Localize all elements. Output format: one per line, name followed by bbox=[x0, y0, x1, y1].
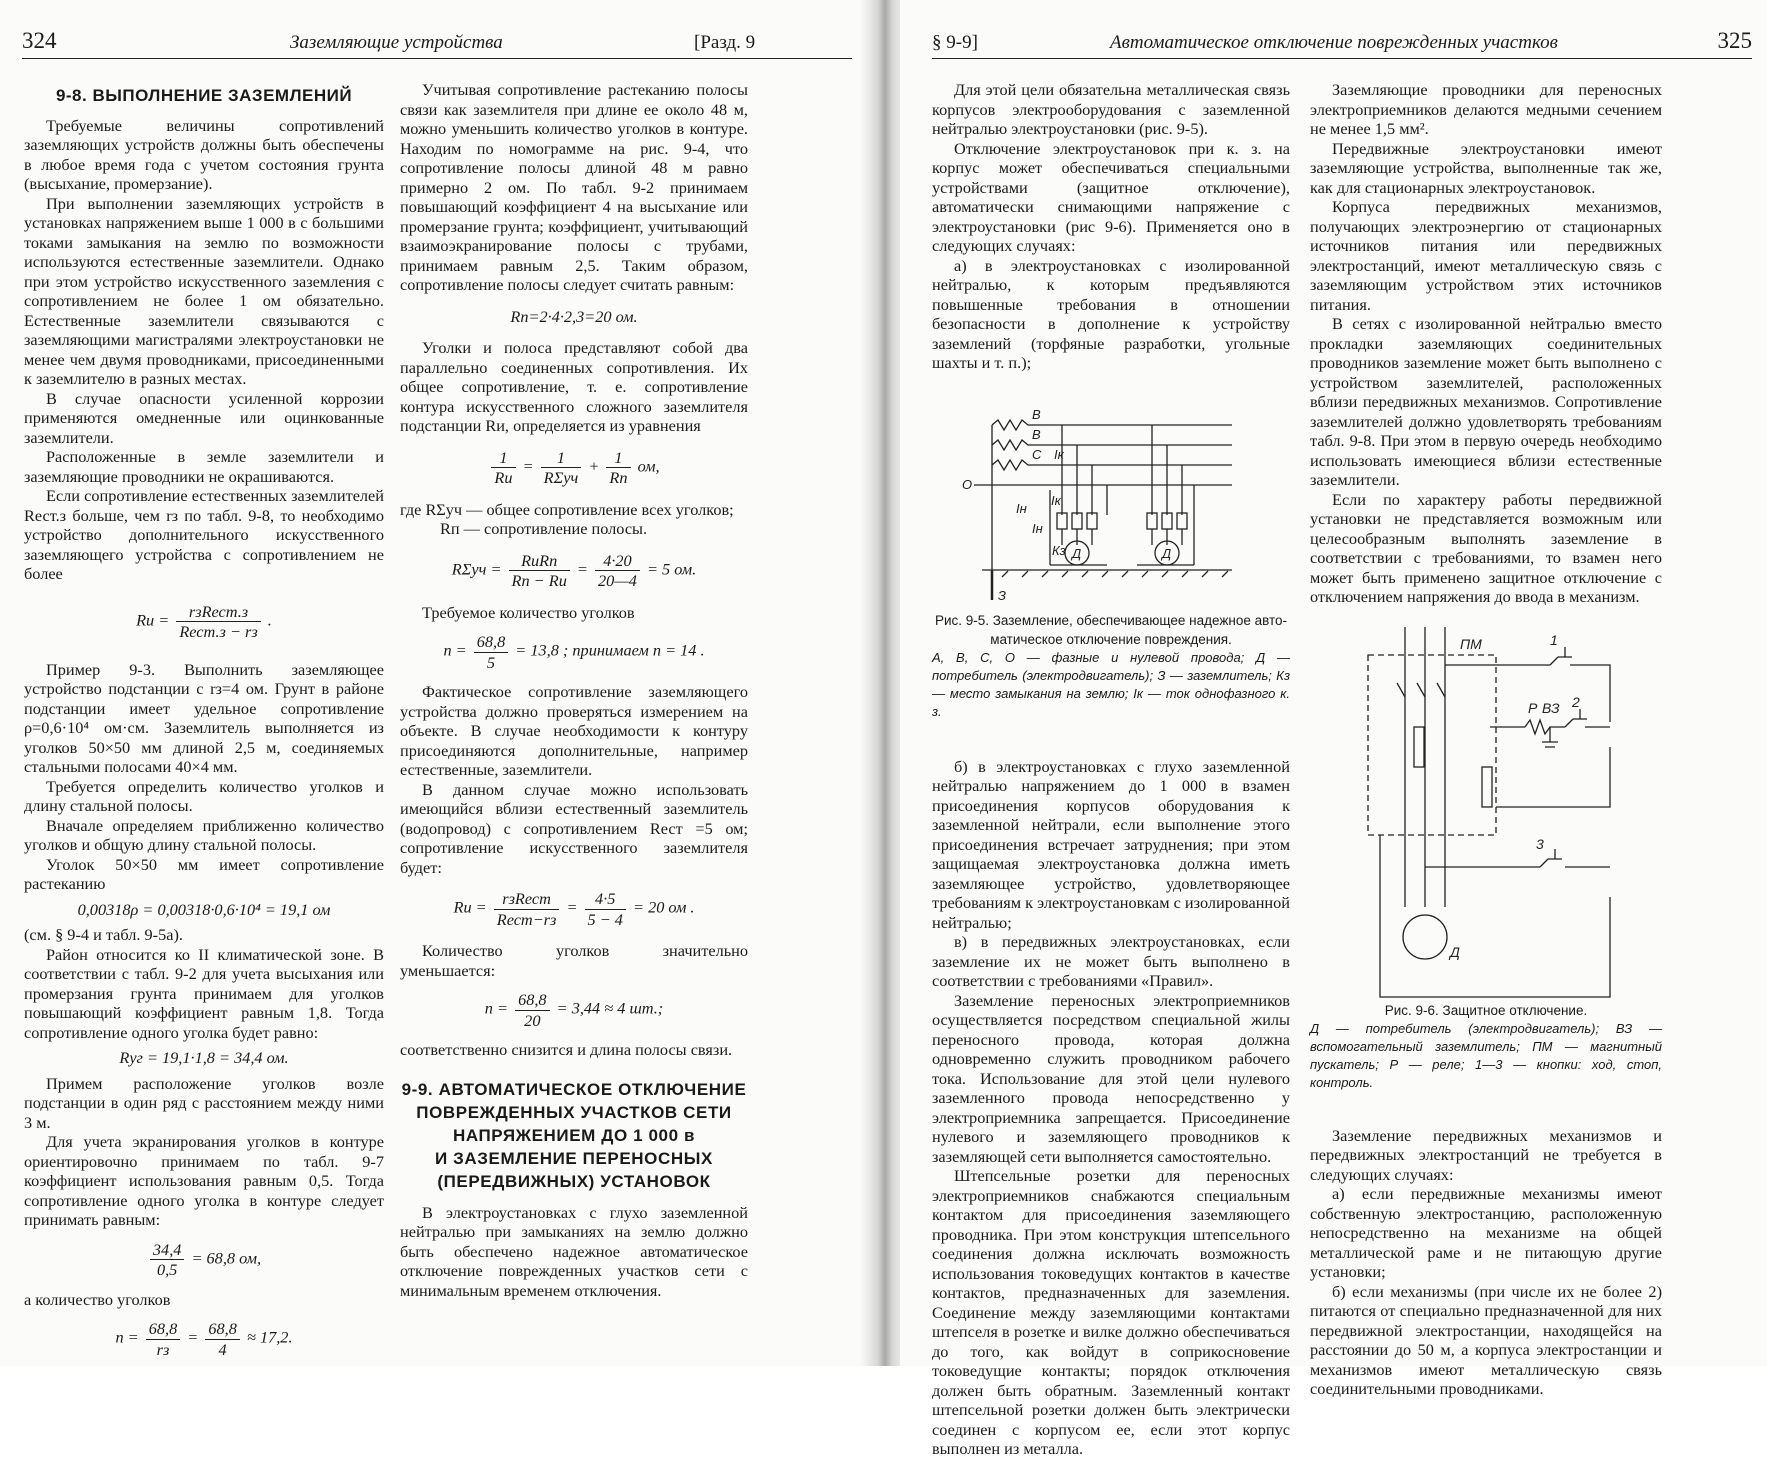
left-page-number: 324 bbox=[22, 28, 57, 53]
paragraph: Заземление передвижных механизмов и передвижных электростанций не требуется в следующих случаях: bbox=[1310, 1125, 1662, 1184]
formula-parallel: $\frac{1}{Rи}$ = $\frac{1}{\text{RΣуч}}$ + $\frac{1}{Rп}$ ом, bbox=[400, 448, 748, 488]
paragraph: Расположенные в земле заземлители и заземляющие проводники не окрашиваются. bbox=[24, 447, 384, 486]
formula-rsum: RΣуч = $\frac{\text{RиRп}}{Rп - Rи}$ = $\frac{4\cdot 20}{20—4}$ = 5 ом. bbox=[451, 550, 697, 590]
fig5-label-Ik: Iк bbox=[1054, 446, 1064, 462]
figure-9-6-caption: Рис. 9-6. Защитное отключение. bbox=[1384, 1002, 1588, 1018]
right-header-section: § 9-9] bbox=[932, 32, 978, 53]
fig5-label-B: В bbox=[1032, 406, 1041, 422]
paragraph: Корпуса передвижных механизмов, получающих электроэнергию от стационарных источников питания или передвижных электростанций, имеют металлическую связь с заземляющим устройством этих источников питания. bbox=[1310, 197, 1662, 314]
paragraph: Требуемые величины сопротивлений заземляющих устройств должны быть обеспечены в любое время года с учетом состояния грунта (высыхание, промерзание). bbox=[24, 115, 384, 193]
right-running-header bbox=[932, 30, 1752, 59]
figure-9-6-diagram bbox=[1310, 627, 1662, 997]
definition: Rп — сопротивление полосы. bbox=[440, 519, 648, 538]
formula-ri: Rи = $\frac{\text{rзRест}}{\text{Rест−rз}}$ = $\frac{4\cdot 5}{5 - 4}$ = 20 ом . bbox=[453, 889, 695, 929]
paragraph: а количество уголков bbox=[24, 1289, 171, 1309]
formula-rn: Rи = $\frac{\text{rзRест.з}}{\text{Rест.з − rз}}$ . bbox=[136, 601, 272, 641]
paragraph: б) в электроустановках с глухо заземленной нейтралью напряжением до 1 000 в взамен присоединения корпусов оборудования к заземленной нейтрали, если выполнение этого присоединения встречает затруднения; при этом защищаемая электроустановка должна иметь заземляющее устройство, удовлетворяющее требованиям к электроустановкам с изолированной нейтралью; bbox=[932, 756, 1290, 932]
right-col-2 bbox=[1310, 80, 1662, 1399]
paragraph: В электроустановках с глухо заземленной нейтралью при замыканиях на землю должно быть обеспечено надежное автоматическое отключение поврежденных участков сети с минимальным временем отключения. bbox=[400, 1202, 748, 1300]
right-header-title: Автоматическое отключение поврежденных участков bbox=[1110, 32, 1558, 53]
paragraph: Отключение электроустановок при к. з. на корпус может обеспечиваться специальными устройствами (защитное отключение), автоматически снимающими напряжение с электроустановки (рис 9-6). Применяется оно в следующих случаях: bbox=[932, 138, 1290, 255]
left-col-2 bbox=[400, 80, 748, 1300]
paragraph: Заземляющие проводники для переносных электроприемников делаются медными сечением не менее 1,5 мм². bbox=[1310, 80, 1662, 138]
paragraph: а) в электроустановках с изолированной нейтралью, к которым предъявляются повышенные требования в отношении безопасности в дополнение к устройству заземлений (торфяные разработки, угольные шахты и т. п.); bbox=[932, 255, 1290, 372]
paragraph: Заземление переносных электроприемников осуществляется посредством специальной жилы переносного провода, которая должна одновременно служить проводником рабочего тока. Использование для этой цели нулевого заземленного провода непосредственно у электроприемника запрещается. Присоединение нулевого и заземляющего проводников к заземляющей сети выполняется самостоятельно. bbox=[932, 990, 1290, 1166]
figure-9-6-legend: Д — потребитель (электродвигатель); ВЗ — вспомогательный заземлитель; ПМ — магнитный пускатель; Р — реле; 1—3 — кнопки: ход, стоп, контроль. bbox=[1310, 1020, 1662, 1090]
paragraph: Для этой цели обязательна металлическая связь корпусов электрооборудования с заземленной нейтралью электроустановки (рис. 9-5). bbox=[932, 80, 1290, 138]
right-col-1 bbox=[932, 80, 1290, 1459]
paragraph: Уголок 50×50 мм имеет сопротивление растеканию bbox=[24, 854, 384, 893]
paragraph: Примем расположение уголков возле подстанции в один ряд с расстоянием между ними 3 м. bbox=[24, 1073, 384, 1132]
fig5-label-D1: Д bbox=[1072, 545, 1082, 561]
paragraph: а) если передвижные механизмы имеют собственную электростанцию, расположенную непосредственно на механизме на общей металлической раме и не питающую другие установки; bbox=[1310, 1184, 1662, 1281]
figure-9-5-diagram bbox=[932, 395, 1290, 605]
figure-9-6 bbox=[1310, 627, 1662, 997]
left-header-title: Заземляющие устройства bbox=[290, 32, 503, 53]
figure-9-5-legend: А, В, С, О — фазные и нулевой провода; Д — потребитель (электродвигатель); З — заземлитель; Кз — место замыкания на землю; Iк — ток однофазного к. з. bbox=[932, 649, 1290, 719]
formula-rp: Rп=2·4·2,3=20 ом. bbox=[510, 306, 638, 326]
paragraph: (см. § 9-4 и табл. 9-5а). bbox=[24, 925, 183, 944]
paragraph: Если по характеру работы передвижной установки не представляется возможным или целесообразным выполнять заземление в соответствии с требованиями, то взамен него может быть применено защитное отключение с отключением напряжения до ввода в механизм. bbox=[1310, 489, 1662, 606]
paragraph: Требуемое количество уголков bbox=[422, 602, 635, 622]
left-col-1 bbox=[24, 80, 384, 1369]
paragraph: Если сопротивление естественных заземлителей Rест.з больше, чем rз по табл. 9-8, то необходимо устройство дополнительного искусственного заземляющего устройства с сопротивлением не более bbox=[24, 486, 384, 583]
section-heading-9-9: 9-9. АВТОМАТИЧЕСКОЕ ОТКЛЮЧЕНИЕ ПОВРЕЖДЕННЫХ УЧАСТКОВ СЕТИ НАПРЯЖЕНИЕМ ДО 1 000 в И ЗАЗЕМЛЕНИЕ ПЕРЕНОСНЫХ (ПЕРЕДВИЖНЫХ) УСТАНОВОК bbox=[401, 1079, 747, 1191]
paragraph: Учитывая сопротивление растеканию полосы связи как заземлителя при длине ее около 48 м, можно уменьшить количество уголков в контуре. Находим по номограмме на рис. 9-4, что сопротивление полосы длиной 48 м равно примерно 2 ом. По табл. 9-2 принимаем повышающий коэффициент 4 на высыхание или промерзание грунта; коэффициент, учитывающий взаимоэкранирование полосы с трубами, принимаем равным 2,5. Таким образом, сопротивление полосы следует считать равным: bbox=[400, 80, 748, 294]
fig5-label-C: С bbox=[1032, 446, 1042, 462]
fig5-label-Kz: Кз bbox=[1052, 542, 1066, 558]
figure-9-5-caption: Рис. 9-5. Заземление, обеспечивающее надежное авто- матическое отключение повреждения. bbox=[934, 612, 1288, 647]
paragraph: При выполнении заземляющих устройств в установках напряжением выше 1 000 в с большими токами замыкания на землю по возможности используются естественные заземлители. Однако при этом устройство искусственного заземления с сопротивлением не более 1 ом обязательно. Естественные заземлители связываются с заземляющими магистралями электроустановки не менее чем двумя проводниками, присоединенными к заземлителю в разных местах. bbox=[24, 193, 384, 388]
paragraph: Штепсельные розетки для переносных электроприемников снабжаются специальным контактом для присоединения заземляющего проводника. При этом конструкция штепсельного соединения должна исключать возможность использования токоведущих контактов в качестве контактов, предназначенных для заземления. Соединение между заземляющими контактами штепселя в розетке и вилке должно обеспечиваться до того, как войдут в соприкосновение токоведущие контакты; порядок отключения должен быть обратным. Заземленный контакт штепсельной розетки должен быть электрически соединен с корпусом ее, если этот корпус выполнен из металла. bbox=[932, 1166, 1290, 1458]
example-paragraph: Пример 9-3. Выполнить заземляющее устройство подстанции с rз=4 ом. Грунт в районе подстанции имеет удельное сопротивление ρ=0,6·10⁴ ом·см. Заземлитель выполняется из уголков 50×50 мм длиной 2,5 м, соединяемых стальными полосами 40×4 мм. bbox=[24, 659, 384, 776]
fig6-label-1: 1 bbox=[1550, 631, 1558, 648]
paragraph: Уголки и полоса представляют собой два параллельно соединенных сопротивления. Их общее сопротивление, т. е. сопротивление контура искусственного сложного заземлителя подстанции Rи, определяется из уравнения bbox=[400, 338, 748, 435]
right-page-number: 325 bbox=[1717, 28, 1752, 53]
section-heading-9-8: 9-8. ВЫПОЛНЕНИЕ ЗАЗЕМЛЕНИЙ bbox=[55, 86, 353, 105]
fig5-label-Ik2: Iк bbox=[1051, 492, 1061, 508]
paragraph: Район относится ко II климатической зоне. В соответствии с табл. 9-2 для учета высыхания или промерзания грунта принимаем для уголков повышающий коэффициент равным 1,8. Тогда сопротивление одного уголка будет равно: bbox=[24, 944, 384, 1042]
right-page bbox=[900, 0, 1767, 1458]
figure-9-5 bbox=[932, 395, 1290, 605]
paragraph: Вначале определяем приближенно количество уголков и общую длину стальной полосы. bbox=[24, 815, 384, 854]
formula-n14: n = $\frac{68,8}{5}$ = 13,8 ; принимаем n = 14 . bbox=[443, 632, 705, 672]
paragraph: В случае опасности усиленной коррозии применяются омедненные или оцинкованные заземлители. bbox=[24, 388, 384, 447]
left-page bbox=[0, 0, 870, 1366]
paragraph: соответственно снизится и длина полосы связи. bbox=[400, 1040, 733, 1059]
fig5-label-In2: Iн bbox=[1032, 520, 1043, 536]
left-running-header bbox=[22, 30, 852, 59]
paragraph: Требуется определить количество уголков и длину стальной полосы. bbox=[24, 776, 384, 815]
fig5-label-O: О bbox=[962, 476, 973, 492]
fig6-label-2: 2 bbox=[1572, 693, 1580, 710]
fig6-label-PM: ПМ bbox=[1460, 635, 1482, 652]
paragraph: Количество уголков значительно уменьшается: bbox=[400, 941, 748, 980]
paragraph: Для учета экранирования уголков в контуре ориентировочно принимаем по табл. 9-7 коэффициент использования равным 0,5. Тогда сопротивление одного уголка в контуре следует принимать равным: bbox=[24, 1132, 384, 1229]
fig6-label-3: 3 bbox=[1536, 835, 1544, 852]
paragraph: б) если механизмы (при числе их не более 2) питаются от специально предназначенной для них передвижной электростанции, находящейся на расстоянии до 50 м, а корпуса электростанции и механизмов имеют металлическую связь соединительными проводниками. bbox=[1310, 1281, 1662, 1398]
formula-rug: Rуг = 19,1·1,8 = 34,4 ом. bbox=[119, 1048, 289, 1067]
formula-contour: $\frac{34,4}{0,5}$ = 68,8 ом, bbox=[24, 1240, 384, 1280]
fig5-label-In: Iн bbox=[1016, 500, 1027, 516]
fig6-label-P: Р bbox=[1528, 699, 1538, 716]
paragraph: в) в передвижных электроустановках, если заземление их не может быть выполнено в соответствии с требованиями «Правил». bbox=[932, 932, 1290, 990]
fig6-label-D: Д bbox=[1450, 943, 1460, 960]
paragraph: Фактическое сопротивление заземляющего устройства должно проверяться измерением на объекте. В случае необходимости к контуру присоединяются дополнительные, например естественные, заземлители. bbox=[400, 682, 748, 779]
fig5-label-D2: Д bbox=[1162, 545, 1172, 561]
formula-n4: n = $\frac{68,8}{20}$ = 3,44 ≈ 4 шт.; bbox=[484, 990, 664, 1030]
fig5-label-Z: З bbox=[998, 587, 1006, 603]
formula-angle-resistance: 0,00318ρ = 0,00318·0,6·10⁴ = 19,1 ом bbox=[77, 899, 331, 919]
fig5-label-B2: В bbox=[1032, 426, 1041, 442]
fig6-label-VZ: ВЗ bbox=[1542, 699, 1560, 716]
definition: где RΣуч — общее сопротивление всех уголков; bbox=[400, 499, 734, 519]
paragraph: В данном случае можно использовать имеющийся вблизи естественный заземлитель (водопровод) с сопротивлением Rест =5 ом; сопротивление искусственного заземлителя будет: bbox=[400, 779, 748, 877]
formula-count: n = $\frac{68,8}{rз}$ = $\frac{68,8}{4}$ ≈ 17,2. bbox=[115, 1319, 293, 1359]
paragraph: Передвижные электроустановки имеют заземляющие устройства, выполненные так же, как для стационарных электроустановок. bbox=[1310, 138, 1662, 197]
left-header-section: [Разд. 9 bbox=[694, 32, 756, 53]
paragraph: В сетях с изолированной нейтралью вместо прокладки заземляющих соединительных проводников заземление может быть выполнено с устройством заземлителей, расположенных вблизи передвижных механизмов. Сопротивление заземлителей должно удовлетворять требованиям табл. 9-8. При этом в первую очередь необходимо использовать имеющиеся вблизи естественные заземлители. bbox=[1310, 314, 1662, 489]
